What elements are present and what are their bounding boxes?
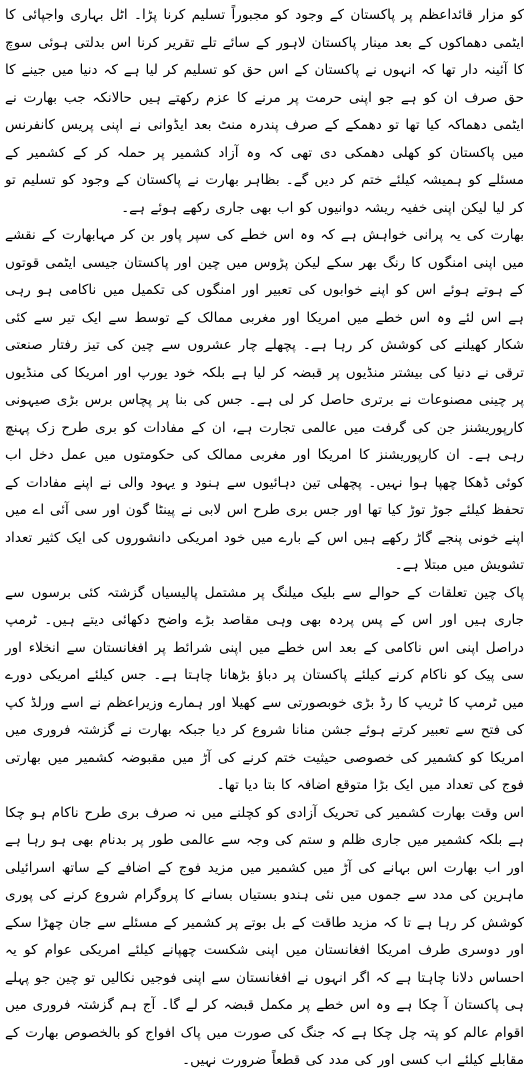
article-paragraph-4: اس وقت بھارت کشمیر کی تحریک آزادی کو کچلنے میں نہ صرف بری طرح ناکام ہو چکا ہے بلکہ کشمیر میں جاری ظلم و ستم کی وجہ سے عالمی طور پر بدنام بھی ہو رہا ہے اور اب بھارت اس بہانے کی آڑ میں کشمیر میں مزید فوج کے اضافے کے ساتھ اسرائیلی ماہرین کی مدد سے جموں میں نئی ہندو بستیاں بسانے کا پروگرام شروع کرنے کی پوری کوشش کر رہا ہے تا کہ مزید طاقت کے بل بوتے پر کشمیر کے مسئلے سے جان چھڑا سکے اور دوسری طرف امریکا افغانستان میں اپنی شکست چھپانے کیلئے امریکی عوام کو یہ احساس دلانا چاہتا ہے کہ اگر انہوں نے افغانستان سے اپنی فوجیں نکالیں تو چین جو پہلے ہی پاکستان آ چکا ہے وہ اس خطے پر مکمل قبضہ کر لے گا۔ آج ہم گزشتہ فروری میں اقوام عالم کو پتہ چل چکا ہے کہ جنگ کی صورت میں پاک افواج کو بالخصوص بھارت کے مقابلے کیلئے اب کسی اور کی مدد کی قطعاً ضرورت نہیں۔ <box>5 804 524 1068</box>
article-paragraph-1: کو مزار قائداعظم پر پاکستان کے وجود کو مجبوراً تسلیم کرنا پڑا۔ اٹل بہاری واجپائی کا ایٹمی دھماکوں کے بعد مینار پاکستان لاہور کے سائے تلے تقریر کرنا اس بدلتی ہوئی سوچ کا آئینہ دار تھا کہ انہوں نے پاکستان کے اس حق کو تسلیم کر لیا ہے کہ دنیا میں جینے کا حق صرف ان کو ہے جو اپنی حرمت پر مرنے کا عزم رکھتے ہیں حالانکہ جب بھارت نے ایٹمی دھماکہ کیا تھا تو دھمکے کے صرف پندرہ منٹ بعد ایڈوانی نے اپنی پریس کانفرنس میں پاکستان کو کھلی دھمکی دی تھی کہ وہ آزاد کشمیر پر حملہ کر کے کشمیر کے مسئلے کو ہمیشہ کیلئے ختم کر دیں گے۔ بظاہر بھارت نے پاکستان کے وجود کو تسلیم تو کر لیا لیکن اپنی خفیہ ریشہ دوانیوں کو اب بھی جاری رکھے ہوئے ہے۔ <box>5 7 524 216</box>
article-paragraph-2: بھارت کی یہ پرانی خواہش ہے کہ وہ اس خطے کی سپر پاور بن کر مہابھارت کے نقشے میں اپنی امنگوں کا رنگ بھر سکے لیکن پڑوس میں چین اور پاکستان جیسی ایٹمی قوتوں کے ہوتے ہوئے اس کو اپنے خوابوں کی تعبیر اور امنگوں کی تکمیل میں ناکامی ہو رہی ہے اس لئے وہ اس خطے میں امریکا اور مغربی ممالک کے توسط سے ایک تیر سے کئی شکار کھیلنے کی کوشش کر رہا ہے۔ پچھلے چار عشروں سے چین کی تیز رفتار صنعتی ترقی نے دنیا کی بیشتر منڈیوں پر قبضہ کر لیا ہے بلکہ خود یورپ اور امریکا کی منڈیوں پر چینی مصنوعات نے برتری حاصل کر لی ہے۔ جس کی بنا پر پچاس برس بڑی صیہونی کارپوریشنز جن کی گرفت میں عالمی تجارت ہے، ان کے مفادات کو بری طرح زک پہنچ رہی ہے۔ ان کارپوریشنز کا امریکا اور مغربی ممالک کی حکومتوں میں عمل دخل اب کوئی ڈھکا چھپا ہوا نہیں۔ پچھلی تین دہائیوں سے ہنود و یہود والی نے اپنے مفادات کے تحفظ کیلئے جوڑ توڑ کیا تھا اور جس بری طرح اس لابی نے پینٹا گون اور سی آئی اے میں اپنے خونی پنجے گاڑ رکھے ہیں اس کے بارے میں خود امریکی دانشوروں کی ایک کثیر تعداد تشویش میں مبتلا ہے۔ <box>5 227 524 573</box>
article-paragraph-3: پاک چین تعلقات کے حوالے سے بلیک میلنگ پر مشتمل پالیسیاں گزشتہ کئی برسوں سے جاری ہیں اور اس کے پس پردہ بھی وہی مقاصد بڑے واضح دکھائی دیتے ہیں۔ ٹرمپ دراصل اپنی اس ناکامی کے بعد اس خطے میں اپنی شرائط پر افغانستان سے انخلاء اور سی پیک کو ناکام کرنے کیلئے پاکستان پر دباؤ بڑھانا چاہتا ہے۔ جس کیلئے امریکی دورے میں ٹرمپ کا ٹریپ کا رڈ بڑی خوبصورتی سے کھیلا اور ہمارے وزیراعظم نے اسے ورلڈ کپ کی فتح سے تعبیر کرتے ہوئے جشن منانا شروع کر دیا جبکہ بھارت نے گزشتہ فروری میں امریکا کو کشمیر کی خصوصی حیثیت ختم کرنے کی آڑ میں مقبوضہ کشمیر میں بھارتی فوج کی تعداد میں ایک بڑا متوقع اضافہ کا بتا دیا تھا۔ <box>5 584 524 793</box>
